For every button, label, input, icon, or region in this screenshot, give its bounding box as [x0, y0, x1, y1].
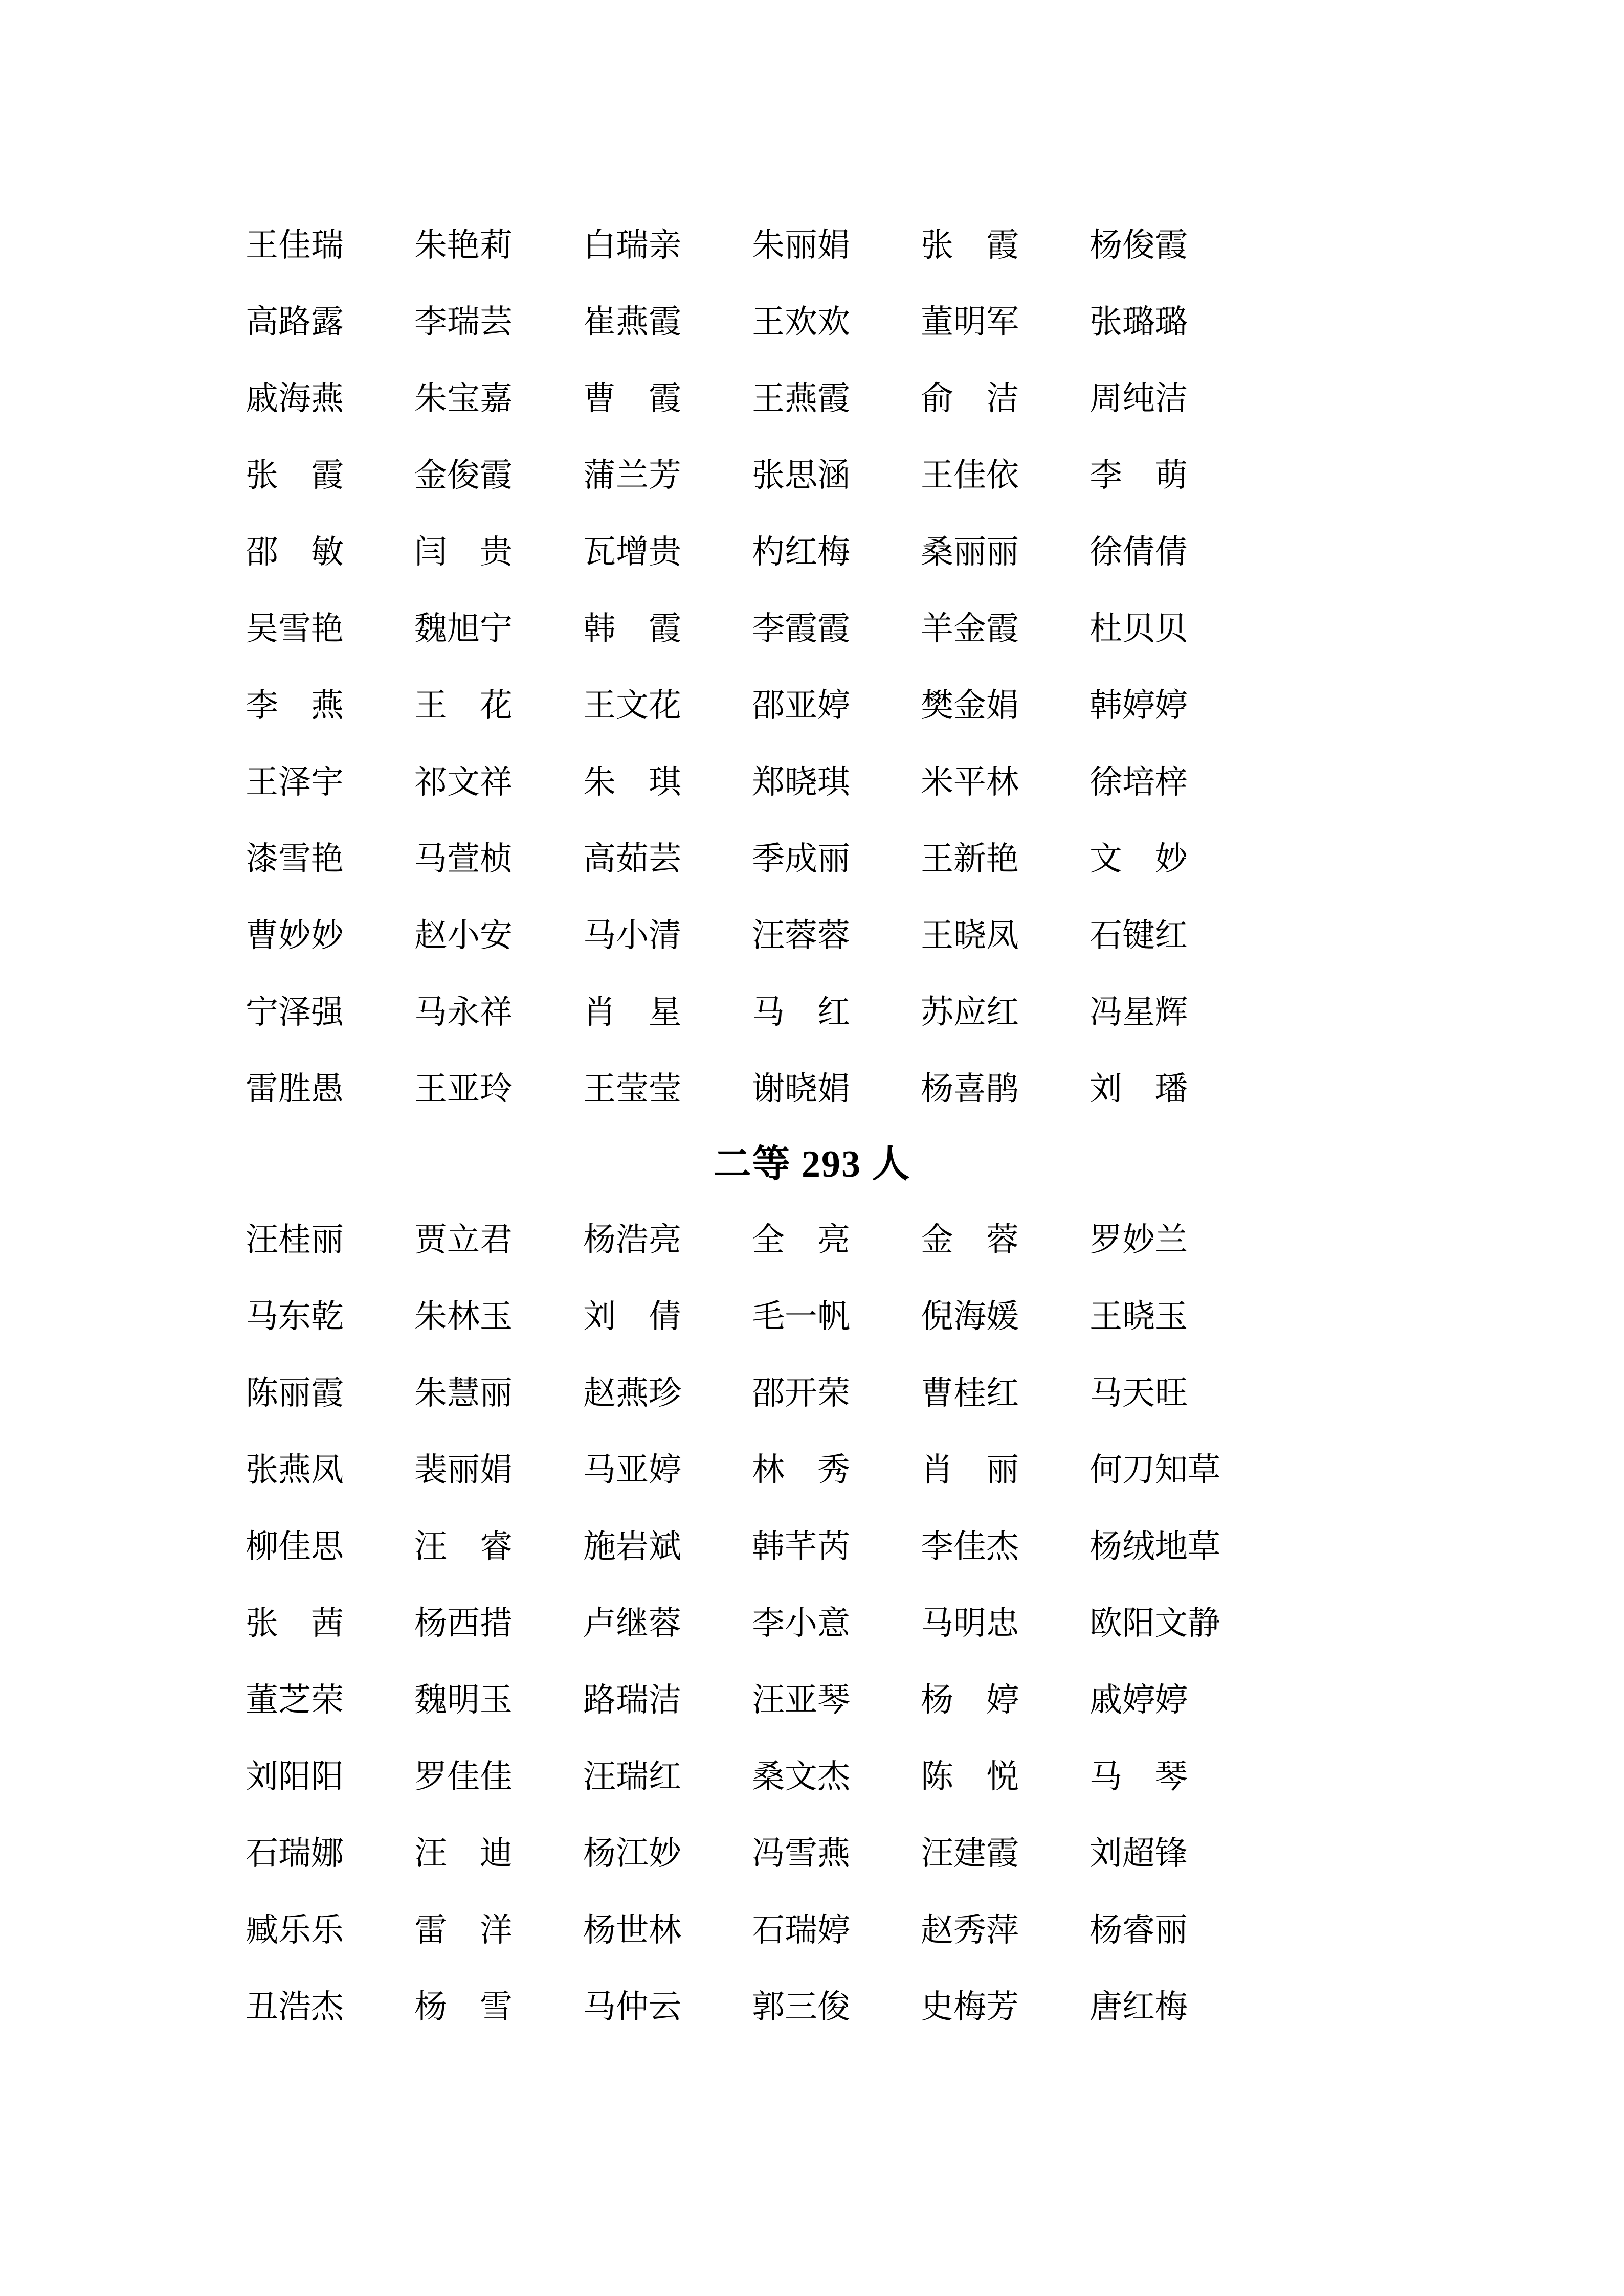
table-row — [246, 744, 1624, 821]
name-cell: 张 茜 — [246, 1605, 344, 1641]
name-cell: 雷 洋 — [414, 1912, 513, 1948]
name-cell: 王新艳 — [921, 841, 1019, 877]
name-cell: 毛一帆 — [752, 1298, 850, 1335]
name-cell: 王燕霞 — [752, 380, 850, 417]
name-cell: 祁文祥 — [414, 764, 513, 800]
name-cell: 罗佳佳 — [414, 1759, 513, 1795]
table-row — [246, 1051, 1624, 1128]
name-cell: 朱林玉 — [414, 1298, 513, 1335]
name-cell: 董芝荣 — [246, 1682, 344, 1718]
name-cell: 蒲兰芳 — [583, 457, 681, 493]
table-row — [246, 1432, 1624, 1509]
name-cell: 石键红 — [1089, 917, 1188, 954]
name-cell: 史梅芳 — [921, 1989, 1019, 2025]
name-cell: 王欢欢 — [752, 304, 850, 340]
name-cell: 丑浩杰 — [246, 1989, 344, 2025]
name-cell: 邵 敏 — [246, 534, 344, 570]
name-cell: 冯雪燕 — [752, 1835, 850, 1872]
name-cell: 杜贝贝 — [1089, 611, 1188, 647]
name-cell: 高茹芸 — [583, 841, 681, 877]
name-cell: 路瑞洁 — [583, 1682, 681, 1718]
name-cell: 肖 星 — [583, 994, 681, 1030]
name-cell: 杨西措 — [414, 1605, 513, 1641]
name-cell: 季成丽 — [752, 841, 850, 877]
name-cell: 马天旺 — [1089, 1375, 1188, 1411]
name-cell: 林 秀 — [752, 1452, 850, 1488]
name-cell: 赵秀萍 — [921, 1912, 1019, 1948]
name-cell: 赵小安 — [414, 917, 513, 954]
name-cell: 杨江妙 — [583, 1835, 681, 1872]
name-cell: 倪海媛 — [921, 1298, 1019, 1335]
table-row — [246, 1662, 1624, 1739]
name-cell: 王晓凤 — [921, 917, 1019, 954]
names-grid-first-section — [246, 0, 1624, 1128]
name-cell: 漆雪艳 — [246, 841, 344, 877]
table-row — [246, 1892, 1624, 1969]
name-cell: 马小清 — [583, 917, 681, 954]
name-cell: 裴丽娟 — [414, 1452, 513, 1488]
name-cell: 金俊霞 — [414, 457, 513, 493]
name-cell: 刘 璠 — [1089, 1071, 1188, 1107]
name-cell: 曹桂红 — [921, 1375, 1019, 1411]
name-cell: 臧乐乐 — [246, 1912, 344, 1948]
name-cell: 陈丽霞 — [246, 1375, 344, 1411]
name-cell: 周纯洁 — [1089, 380, 1188, 417]
name-cell: 马永祥 — [414, 994, 513, 1030]
table-row — [246, 897, 1624, 974]
name-cell: 王 花 — [414, 687, 513, 724]
table-row — [246, 974, 1624, 1051]
name-cell: 米平林 — [921, 764, 1019, 800]
name-cell: 王泽宇 — [246, 764, 344, 800]
name-cell: 邵亚婷 — [752, 687, 850, 724]
name-cell: 张璐璐 — [1089, 304, 1188, 340]
names-grid-second-section — [246, 1202, 1624, 2045]
name-cell: 邵开荣 — [752, 1375, 850, 1411]
table-row — [246, 284, 1624, 361]
name-cell: 汪桂丽 — [246, 1222, 344, 1258]
table-row — [246, 1202, 1624, 1278]
name-cell: 桑文杰 — [752, 1759, 850, 1795]
name-cell: 王亚玲 — [414, 1071, 513, 1107]
name-cell: 刘 倩 — [583, 1298, 681, 1335]
name-cell: 杨喜鹃 — [921, 1071, 1019, 1107]
name-cell: 贾立君 — [414, 1222, 513, 1258]
table-row — [246, 207, 1624, 284]
name-cell: 韩 霞 — [583, 611, 681, 647]
name-cell: 汪 迪 — [414, 1835, 513, 1872]
name-cell: 朱丽娟 — [752, 227, 850, 263]
name-cell: 朱宝嘉 — [414, 380, 513, 417]
name-cell: 俞 洁 — [921, 380, 1019, 417]
name-cell: 张 霞 — [246, 457, 344, 493]
name-cell: 施岩斌 — [583, 1528, 681, 1565]
name-cell: 戚海燕 — [246, 380, 344, 417]
name-cell: 杨世林 — [583, 1912, 681, 1948]
name-cell: 肖 丽 — [921, 1452, 1019, 1488]
name-cell: 李霞霞 — [752, 611, 850, 647]
name-cell: 韩芊芮 — [752, 1528, 850, 1565]
name-cell: 冯星辉 — [1089, 994, 1188, 1030]
name-cell: 张思涵 — [752, 457, 850, 493]
name-cell: 汪建霞 — [921, 1835, 1019, 1872]
name-cell: 戚婷婷 — [1089, 1682, 1188, 1718]
name-cell: 欧阳文静 — [1089, 1605, 1220, 1641]
name-cell: 石瑞婷 — [752, 1912, 850, 1948]
name-cell: 宁泽强 — [246, 994, 344, 1030]
name-cell: 杨俊霞 — [1089, 227, 1188, 263]
name-cell: 王佳依 — [921, 457, 1019, 493]
table-row — [246, 591, 1624, 667]
table-row — [246, 361, 1624, 437]
name-cell: 董明军 — [921, 304, 1019, 340]
table-row — [246, 1815, 1624, 1892]
name-cell: 石瑞娜 — [246, 1835, 344, 1872]
name-cell: 杨绒地草 — [1089, 1528, 1220, 1565]
table-row — [246, 1739, 1624, 1815]
name-cell: 汪蓉蓉 — [752, 917, 850, 954]
name-cell: 徐培梓 — [1089, 764, 1188, 800]
name-cell: 崔燕霞 — [583, 304, 681, 340]
name-cell: 王晓玉 — [1089, 1298, 1188, 1335]
name-cell: 闫 贵 — [414, 534, 513, 570]
name-cell: 谢晓娟 — [752, 1071, 850, 1107]
name-cell: 白瑞亲 — [583, 227, 681, 263]
name-cell: 张 霞 — [921, 227, 1019, 263]
name-cell: 刘阳阳 — [246, 1759, 344, 1795]
table-row — [246, 1355, 1624, 1432]
name-cell: 王文花 — [583, 687, 681, 724]
table-row — [246, 667, 1624, 744]
name-cell: 瓦增贵 — [583, 534, 681, 570]
table-row — [246, 1969, 1624, 2045]
table-row — [246, 437, 1624, 514]
name-cell: 徐倩倩 — [1089, 534, 1188, 570]
name-cell: 李小意 — [752, 1605, 850, 1641]
name-cell: 文 妙 — [1089, 841, 1188, 877]
name-cell: 马 红 — [752, 994, 850, 1030]
name-cell: 马亚婷 — [583, 1452, 681, 1488]
name-cell: 苏应红 — [921, 994, 1019, 1030]
name-cell: 唐红梅 — [1089, 1989, 1188, 2025]
table-row — [246, 1509, 1624, 1585]
name-cell: 马 琴 — [1089, 1759, 1188, 1795]
name-cell: 卢继蓉 — [583, 1605, 681, 1641]
name-cell: 罗妙兰 — [1089, 1222, 1188, 1258]
name-cell: 朱 琪 — [583, 764, 681, 800]
name-cell: 雷胜愚 — [246, 1071, 344, 1107]
name-cell: 魏旭宁 — [414, 611, 513, 647]
name-cell: 杨 婷 — [921, 1682, 1019, 1718]
name-cell: 郭三俊 — [752, 1989, 850, 2025]
section-heading: 二等 293 人 — [713, 1143, 911, 1185]
name-cell: 韩婷婷 — [1089, 687, 1188, 724]
name-cell: 马萱桢 — [414, 841, 513, 877]
name-cell: 何刀知草 — [1089, 1452, 1220, 1488]
name-cell: 杨浩亮 — [583, 1222, 681, 1258]
name-cell: 李 燕 — [246, 687, 344, 724]
name-cell: 马东乾 — [246, 1298, 344, 1335]
name-cell: 李瑞芸 — [414, 304, 513, 340]
name-cell: 曹 霞 — [583, 380, 681, 417]
name-cell: 金 蓉 — [921, 1222, 1019, 1258]
name-cell: 柳佳思 — [246, 1528, 344, 1565]
name-cell: 杨睿丽 — [1089, 1912, 1188, 1948]
name-cell: 张燕凤 — [246, 1452, 344, 1488]
table-row — [246, 514, 1624, 591]
name-cell: 李 萌 — [1089, 457, 1188, 493]
name-cell: 王佳瑞 — [246, 227, 344, 263]
name-cell: 王莹莹 — [583, 1071, 681, 1107]
name-cell: 李佳杰 — [921, 1528, 1019, 1565]
name-cell: 曹妙妙 — [246, 917, 344, 954]
name-cell: 汪 睿 — [414, 1528, 513, 1565]
name-cell: 全 亮 — [752, 1222, 850, 1258]
name-cell: 樊金娟 — [921, 687, 1019, 724]
name-cell: 马明忠 — [921, 1605, 1019, 1641]
name-cell: 陈 悦 — [921, 1759, 1019, 1795]
name-cell: 刘超锋 — [1089, 1835, 1188, 1872]
name-cell: 高路露 — [246, 304, 344, 340]
name-cell: 杓红梅 — [752, 534, 850, 570]
name-cell: 朱慧丽 — [414, 1375, 513, 1411]
name-cell: 羊金霞 — [921, 611, 1019, 647]
name-cell: 马仲云 — [583, 1989, 681, 2025]
table-row — [246, 1278, 1624, 1355]
name-cell: 朱艳莉 — [414, 227, 513, 263]
name-cell: 汪瑞红 — [583, 1759, 681, 1795]
name-cell: 杨 雪 — [414, 1989, 513, 2025]
name-cell: 魏明玉 — [414, 1682, 513, 1718]
table-row — [246, 1585, 1624, 1662]
name-cell: 汪亚琴 — [752, 1682, 850, 1718]
table-row — [246, 821, 1624, 897]
name-cell: 吴雪艳 — [246, 611, 344, 647]
name-cell: 郑晓琪 — [752, 764, 850, 800]
name-cell: 桑丽丽 — [921, 534, 1019, 570]
name-cell: 赵燕珍 — [583, 1375, 681, 1411]
